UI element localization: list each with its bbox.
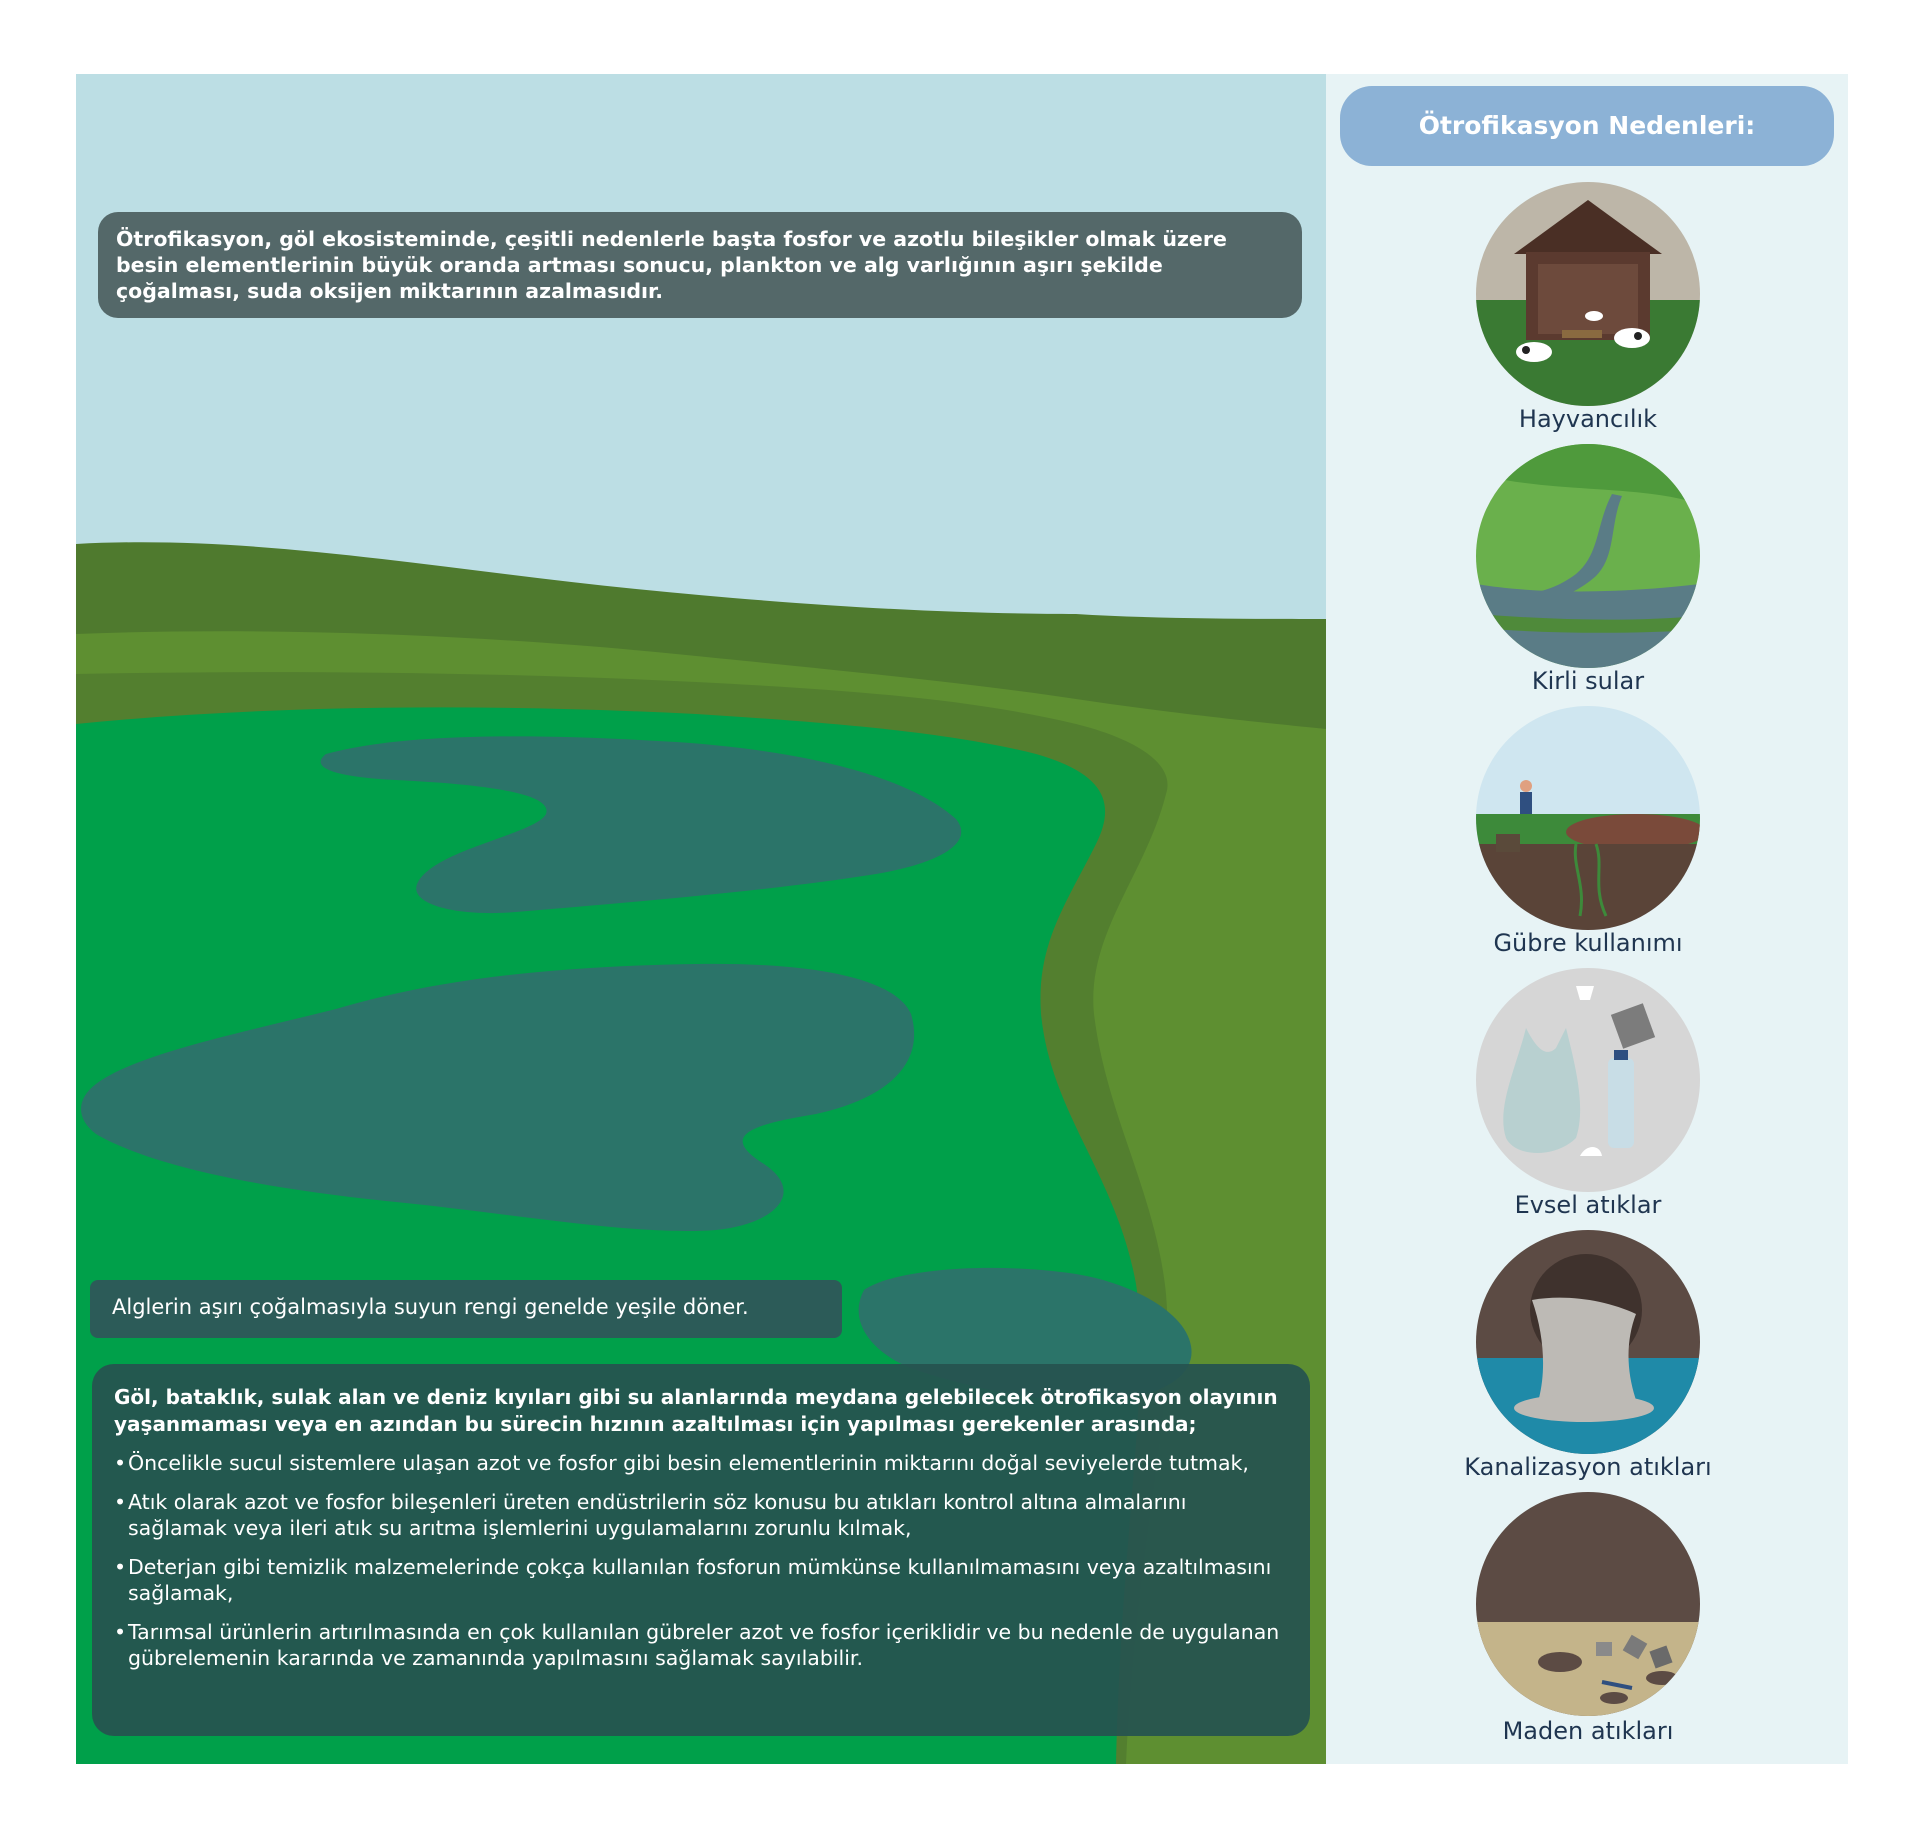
definition-box [98, 212, 1302, 318]
cause-label-household: Evsel atıklar [1514, 1191, 1662, 1219]
algae-note-text: Alglerin aşırı çoğalmasıyla suyun rengi genelde yeşile döner. [112, 1295, 749, 1319]
measure-item [114, 1489, 1288, 1541]
household-waste-icon [1476, 968, 1700, 1192]
measures-box [92, 1364, 1310, 1736]
measure-item [114, 1619, 1288, 1671]
fertilizer-farmer-icon [1476, 706, 1700, 930]
measure-text: Atık olarak azot ve fosfor bileşenleri üreten endüstrilerin söz konusu bu atıkları kontrol altına almalarını sağlamak veya ileri atık su arıtma işlemlerini uygulamalarını zorunlu kılmak, [128, 1490, 1187, 1540]
definition-text: Ötrofikasyon, göl ekosisteminde, çeşitli nedenlerle başta fosfor ve azotlu bileşikler olmak üzere besin elementlerinin büyük oranda artması sonucu, plankton ve alg varlığının aşırı şekilde çoğalması, suda oksijen miktarının azalmasıdır. [116, 227, 1227, 303]
measure-text: Tarımsal ürünlerin artırılmasında en çok kullanılan gübreler azot ve fosfor içeriklidir ve bu nedenle de uygulanan gübrelemenin kararında ve zamanında yapılmasını sağlamak sayılabilir. [128, 1620, 1280, 1670]
cause-label-fertilizer: Gübre kullanımı [1493, 929, 1683, 957]
measure-item [114, 1450, 1288, 1476]
cause-label-livestock: Hayvancılık [1518, 405, 1658, 433]
cause-label-mining: Maden atıkları [1502, 1717, 1674, 1745]
measures-intro: Göl, bataklık, sulak alan ve deniz kıyıları gibi su alanlarında meydana gelebilecek ötrofikasyon olayının yaşanmaması veya en azından bu sürecin hızının azaltılması için yapılması gerekenler arasında; [114, 1385, 1278, 1436]
cause-label-polluted: Kirli sular [1531, 667, 1645, 695]
measure-text: Deterjan gibi temizlik malzemelerinde çokça kullanılan fosforun mümkünse kullanılmamasını veya azaltılmasını sağlamak, [128, 1555, 1272, 1605]
algae-note-box [90, 1280, 842, 1338]
lake-scene [76, 74, 1326, 1764]
mining-waste-icon [1476, 1492, 1700, 1716]
polluted-river-icon [1476, 444, 1700, 668]
bullet-icon: • [114, 1620, 127, 1644]
livestock-barn-icon [1476, 182, 1700, 406]
bullet-icon: • [114, 1451, 127, 1475]
measures-list [114, 1450, 1288, 1671]
cause-label-sewage: Kanalizasyon atıkları [1464, 1453, 1712, 1481]
measure-item [114, 1554, 1288, 1606]
sewage-pipe-icon [1476, 1230, 1700, 1454]
measure-text: Öncelikle sucul sistemlere ulaşan azot ve fosfor gibi besin elementlerinin miktarını doğal seviyelerde tutmak, [128, 1451, 1249, 1475]
causes-panel-title: Ötrofikasyon Nedenleri: [1340, 86, 1834, 166]
causes-panel [1326, 74, 1848, 1764]
bullet-icon: • [114, 1490, 127, 1514]
bullet-icon: • [114, 1555, 127, 1579]
